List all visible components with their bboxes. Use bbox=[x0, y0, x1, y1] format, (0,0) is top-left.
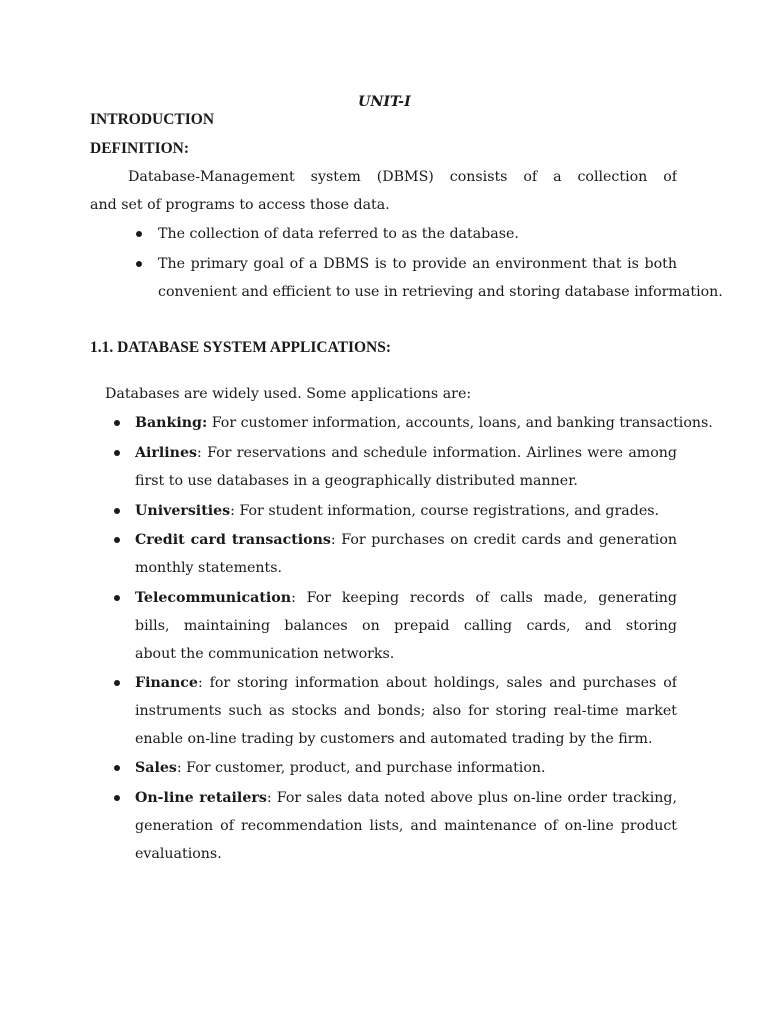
def-bullet-2-line-2: convenient and efficient to use in retrieving and storing database information. bbox=[158, 284, 723, 300]
bullet-icon bbox=[114, 420, 120, 426]
app-term: Telecommunication bbox=[135, 590, 292, 606]
app-term: Universities bbox=[135, 503, 231, 519]
app-item-telecom-line-2: bills, maintaining balances on prepaid calling cards, and storing bbox=[135, 618, 677, 634]
introduction-heading: INTRODUCTION bbox=[90, 111, 215, 128]
def-bullet-2-line-1: The primary goal of a DBMS is to provide an environment that is both bbox=[158, 256, 677, 272]
section-heading: 1.1. DATABASE SYSTEM APPLICATIONS: bbox=[90, 339, 392, 356]
app-item-finance-line-1 bbox=[135, 673, 677, 693]
definition-heading: DEFINITION: bbox=[90, 140, 190, 157]
app-term: Credit card transactions bbox=[135, 532, 331, 548]
app-item-credit-card-line-1 bbox=[135, 530, 677, 550]
definition-line-2: and set of programs to access those data. bbox=[90, 197, 390, 213]
app-desc: : For purchases on credit cards and generation bbox=[330, 532, 677, 548]
app-item-sales bbox=[135, 758, 546, 778]
app-desc: : For customer, product, and purchase information. bbox=[176, 760, 546, 776]
app-desc: : For keeping records of calls made, generating bbox=[291, 590, 677, 606]
app-item-universities bbox=[135, 501, 659, 521]
app-desc: : For student information, course registrations, and grades. bbox=[230, 503, 660, 519]
app-item-online-retailers-line-2: generation of recommendation lists, and maintenance of on-line product bbox=[135, 818, 677, 834]
bullet-icon bbox=[114, 680, 120, 686]
app-item-telecom-line-1 bbox=[135, 588, 677, 608]
app-item-online-retailers-line-1 bbox=[135, 788, 677, 808]
app-item-airlines-line-2: first to use databases in a geographically distributed manner. bbox=[135, 473, 578, 489]
bullet-icon bbox=[114, 795, 120, 801]
app-term: Finance bbox=[135, 675, 198, 691]
app-item-banking bbox=[135, 413, 713, 433]
app-item-finance-line-3: enable on-line trading by customers and automated trading by the firm. bbox=[135, 731, 653, 747]
definition-line-1: Database-Management system (DBMS) consists of a collection of bbox=[128, 169, 677, 185]
app-desc: For customer information, accounts, loans, and banking transactions. bbox=[207, 415, 713, 431]
section-intro: Databases are widely used. Some applications are: bbox=[105, 386, 472, 402]
bullet-icon bbox=[114, 450, 120, 456]
app-term: Banking: bbox=[135, 415, 208, 431]
bullet-icon bbox=[114, 508, 120, 514]
bullet-icon bbox=[114, 595, 120, 601]
app-term: On-line retailers bbox=[135, 790, 267, 806]
unit-title: UNIT-I bbox=[358, 94, 411, 110]
bullet-icon bbox=[136, 231, 142, 237]
app-term: Airlines bbox=[135, 445, 197, 461]
app-desc: : for storing information about holdings, sales and purchases of bbox=[197, 675, 677, 691]
app-desc: : For sales data noted above plus on-line order tracking, bbox=[266, 790, 677, 806]
def-bullet-1: The collection of data referred to as the database. bbox=[158, 226, 519, 242]
app-item-airlines-line-1 bbox=[135, 443, 677, 463]
app-item-credit-card-line-2: monthly statements. bbox=[135, 560, 283, 576]
app-item-telecom-line-3: about the communication networks. bbox=[135, 646, 395, 662]
app-desc: : For reservations and schedule information. Airlines were among bbox=[196, 445, 677, 461]
bullet-icon bbox=[136, 261, 142, 267]
bullet-icon bbox=[114, 765, 120, 771]
app-item-finance-line-2: instruments such as stocks and bonds; also for storing real-time market bbox=[135, 703, 677, 719]
app-term: Sales bbox=[135, 760, 177, 776]
bullet-icon bbox=[114, 537, 120, 543]
app-item-online-retailers-line-3: evaluations. bbox=[135, 846, 222, 862]
